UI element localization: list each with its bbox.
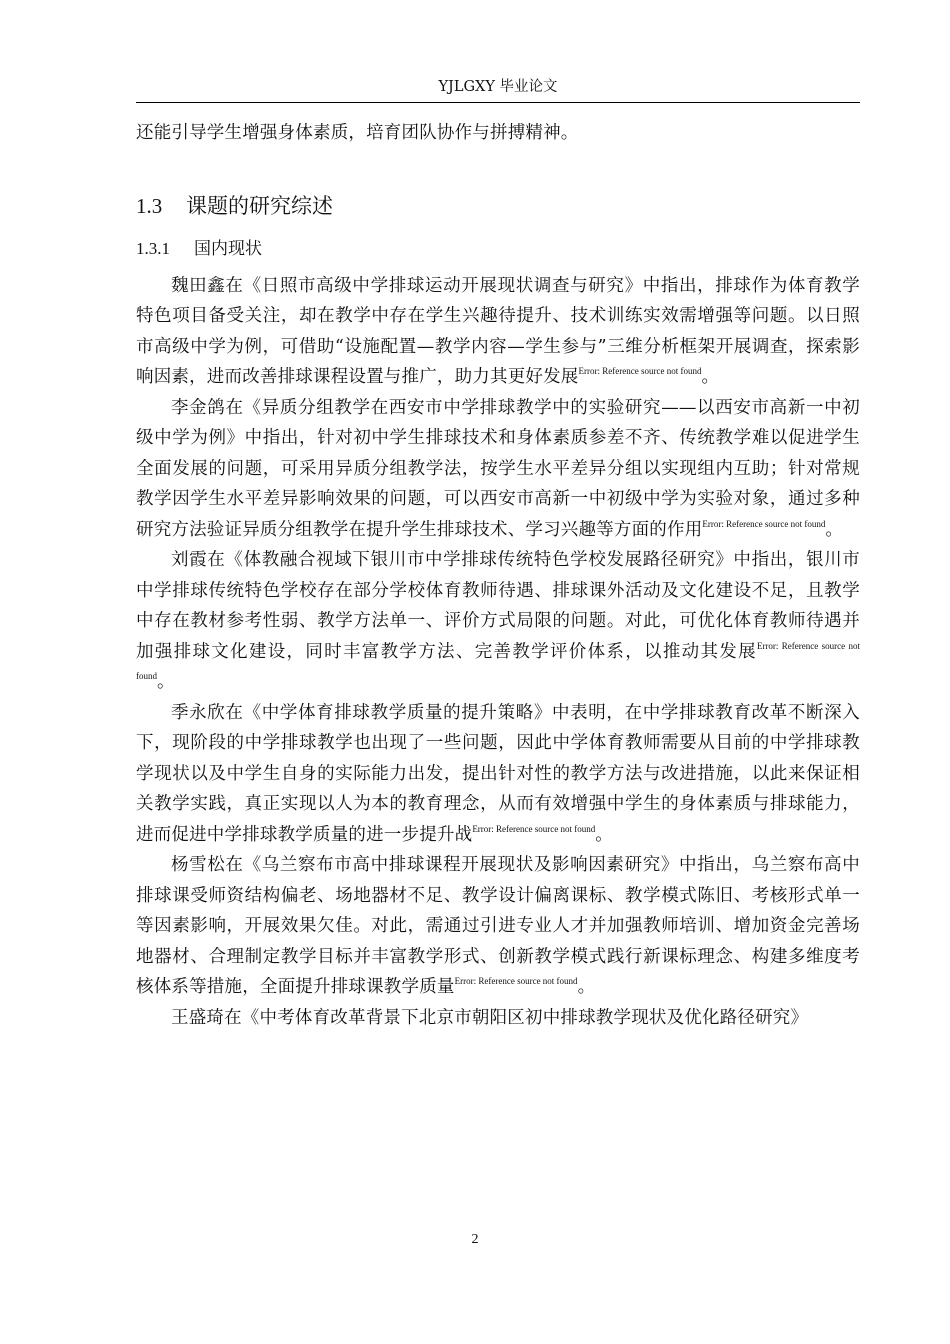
body-paragraph [136,271,860,393]
page-number: 2 [471,1232,479,1247]
paragraph-text: 李金鸽在《异质分组教学在西安市中学排球教学中的实验研究——以西安市高新一中初级中学为例》中指出，针对初中学生排球技术和身体素质参差不齐、传统教学难以促进学生全面发展的问题，可采用异质分组教学法，按学生水平差异分组以实现组内互助；针对常规教学因学生水平差异影响效果的问题，可以西安市高新一中初级中学为实验对象，通过多种研究方法验证异质分组教学在提升学生排球技术、学习兴趣等方面的作用 [136,397,860,540]
body-paragraph [136,1003,860,1034]
body-paragraph [136,850,860,1003]
paragraph-text: 魏田鑫在《日照市高级中学排球运动开展现状调查与研究》中指出，排球作为体育教学特色项目备受关注，却在教学中存在学生兴趣待提升、技术训练实效需增强等问题。以日照市高级中学为例，可借助“设施配置—教学内容—学生参与”三维分析框架开展调查，探索影响因素，进而改善排球课程设置与推广，助力其更好发展 [136,275,860,387]
paragraph-text: 王盛琦在《中考体育改革背景下北京市朝阳区初中排球教学现状及优化路径研究》 [171,1007,809,1028]
reference-error-note[interactable]: Error: Reference source not found [136,640,860,681]
subsection-heading [136,235,860,263]
reference-error-note[interactable]: Error: Reference source not found [578,366,702,376]
subsection-number: 1.3.1 [136,238,170,258]
section-heading [136,191,860,221]
body-paragraph [136,393,860,546]
paragraph-text: 刘霞在《体教融合视域下银川市中学排球传统特色学校发展路径研究》中指出，银川市中学排球传统特色学校存在部分学校体育教师待遇、排球课外活动及文化建设不足，且教学中存在教材参考性弱、教学方法单一、评价方式局限的问题。对此，可优化体育教师待遇并加强排球文化建设，同时丰富教学方法、完善教学评价体系，以推动其发展 [136,550,860,662]
section-title: 课题的研究综述 [186,193,333,218]
paragraph-end: 。 [595,824,613,845]
reference-error-note[interactable]: Error: Reference source not found [702,518,826,529]
paragraph-end: 。 [157,672,175,692]
header-title: YJLGXY 毕业论文 [438,79,558,95]
page-header [136,76,860,103]
page-footer [0,1232,950,1248]
paragraph-text: 杨雪松在《乌兰察布市高中排球课程开展现状及影响因素研究》中指出，乌兰察布高中排球课受师资结构偏老、场地器材不足、教学设计偏离课标、教学模式陈旧、考核形式单一等因素影响，开展效果欠佳。对此，需通过引进专业人才并加强教师培训、增加资金完善场地器材、合理制定教学目标并丰富教学形式、创新教学模式践行新课标理念、构建多维度考核体系等措施，全面提升排球课教学质量 [136,855,860,997]
paragraph-text: 季永欣在《中学体育排球教学质量的提升策略》中表明，在中学排球教育改革不断深入下，现阶段的中学排球教学也出现了一些问题，因此中学体育教师需要从目前的中学排球教学现状以及中学生自身的实际能力出发，提出针对性的教学方法与改进措施，以此来保证相关教学实践，真正实现以人为本的教育理念，从而有效增强中学生的身体素质与排球能力，进而促进中学排球教学质量的进一步提升战 [136,702,860,845]
page-body [136,118,860,1033]
body-paragraph [136,545,860,698]
reference-error-note[interactable]: Error: Reference source not found [454,976,578,986]
intro-paragraph: 还能引导学生增强身体素质，培育团队协作与拼搏精神。 [136,123,579,143]
paragraph-end: 。 [825,519,844,540]
reference-error-note[interactable]: Error: Reference source not found [472,823,596,834]
section-number: 1.3 [136,193,163,218]
body-paragraph [136,698,860,851]
paragraph-end: 。 [701,367,720,387]
paragraph-end: 。 [577,977,596,997]
subsection-title: 国内现状 [194,238,262,259]
